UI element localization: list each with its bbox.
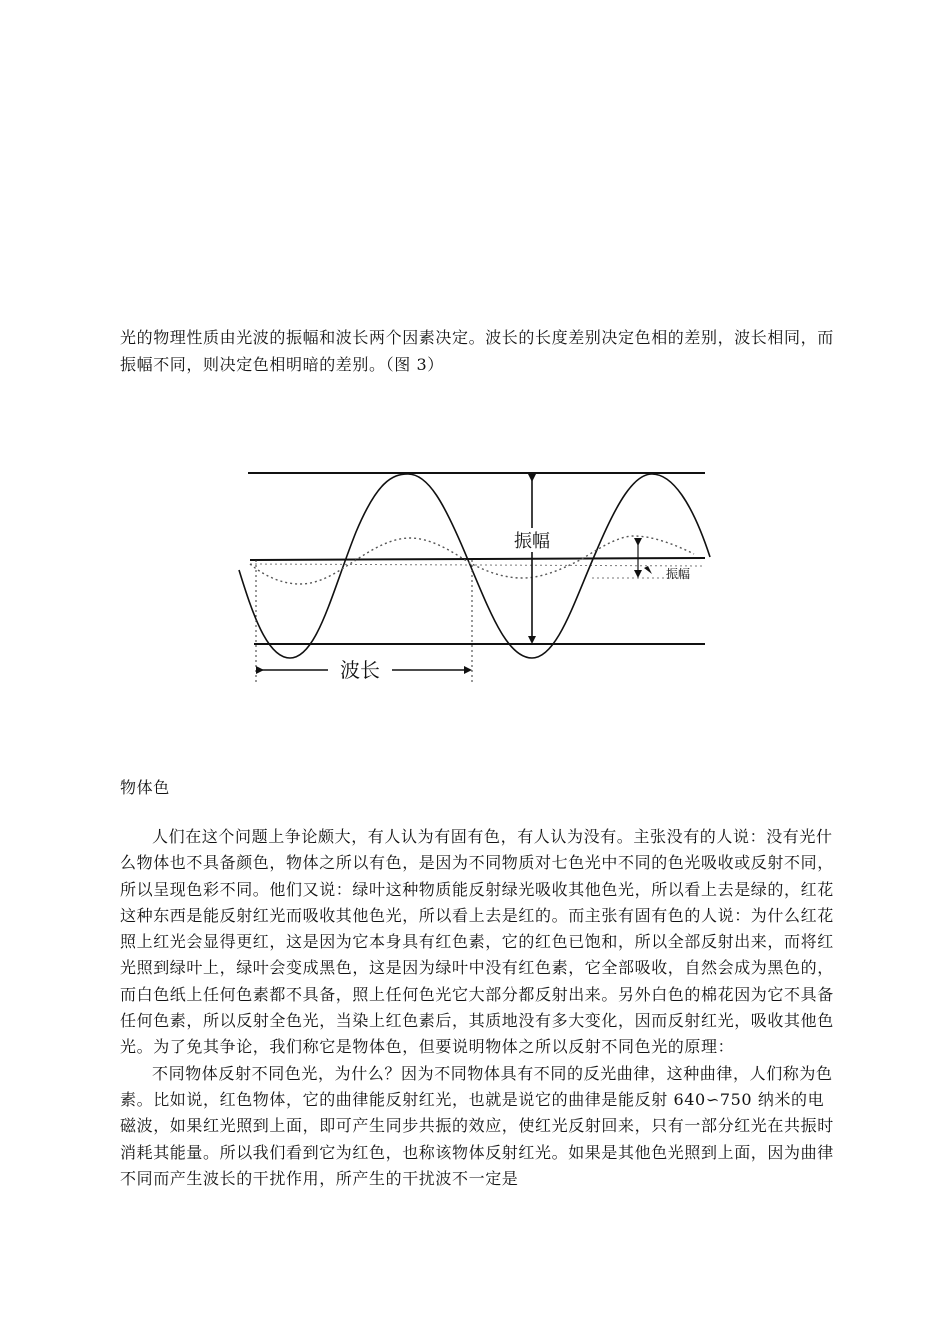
wave-diagram-svg <box>232 462 722 694</box>
small-amplitude-label: 振幅 <box>666 567 691 581</box>
body-paragraph-2: 不同物体反射不同色光，为什么？因为不同物体具有不同的反光曲律，这种曲律，人们称为色素。比如说，红色物体，它的曲律能反射红光，也就是说它的曲律是能反射 640∽750 纳米的电磁波，如果红光照到上面，即可产生同步共振的效应，使红光反射回来，只有一部分红光在共振时消耗其能量。所以我们看到它为红色，也称该物体反射红光。如果是其他色光照到上面，因为曲律不同而产生波长的干扰作用，所产生的干扰波不一定是 <box>120 1063 834 1188</box>
small-amplitude-pointer <box>644 566 652 574</box>
wavelength-label: 波长 <box>340 658 380 682</box>
wave-diagram <box>232 462 722 694</box>
small-amplitude-bottom-line <box>250 564 705 566</box>
body-paragraph-1: 人们在这个问题上争论颇大，有人认为有固有色，有人认为没有。主张没有的人说：没有光什么物体也不具备颜色，物体之所以有色，是因为不同物质对七色光中不同的色光吸收或反射不同，所以呈现色彩不同。他们又说：绿叶这种物质能反射绿光吸收其他色光，所以看上去是绿的，红花这种东西是能反射红光而吸收其他色光，所以看上去是红的。而主张有固有色的人说：为什么红花照上红光会显得更红，这是因为它本身具有红色素，它的红色已饱和，所以全部反射出来，而将红光照到绿叶上，绿叶会变成黑色，这是因为绿叶中没有红色素，它全部吸收，自然会成为黑色的，而白色纸上任何色素都不具备，照上任何色光它大部分都反射出来。另外白色的棉花因为它不具备任何色素，所以反射全色光，当染上红色素后，其质地没有多大变化，因而反射红光，吸收其他色光。为了免其争论，我们称它是物体色，但要说明物体之所以反射不同色光的原理： <box>120 827 834 1057</box>
large-amplitude-label: 振幅 <box>514 531 550 552</box>
section-body <box>120 824 840 1192</box>
section-title: 物体色 <box>120 778 170 797</box>
intro-paragraph: 光的物理性质由光波的振幅和波长两个因素决定。波长的长度差别决定色相的差别，波长相同，而振幅不同，则决定色相明暗的差别。（图 3） <box>120 328 834 374</box>
upper-center-line <box>250 558 705 560</box>
